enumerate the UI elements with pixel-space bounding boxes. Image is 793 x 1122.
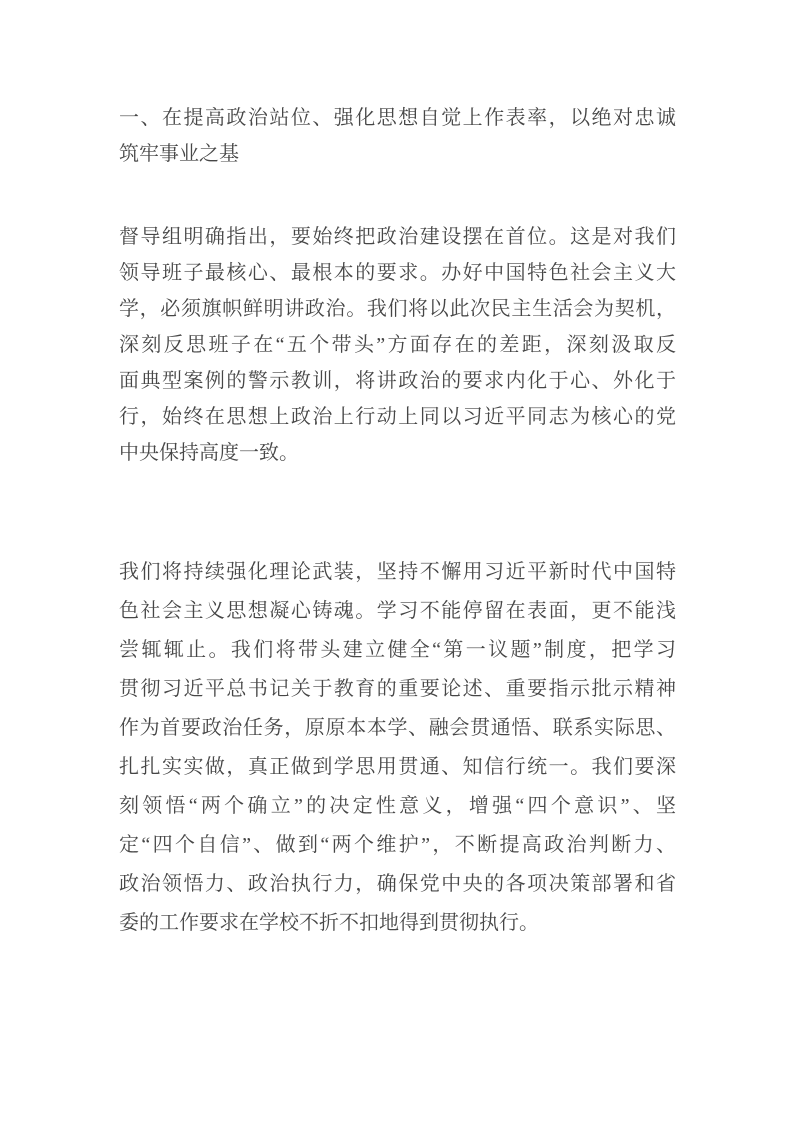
text-line: 刻领悟“两个确立”的决定性意义，增强“四个意识”、坚 <box>119 795 676 817</box>
text-line: 中央保持高度一致。 <box>119 442 299 464</box>
paragraph-1 <box>119 219 676 471</box>
text-line: 面典型案例的警示教训，将讲政治的要求内化于心、外化于 <box>119 370 676 392</box>
text-line: 我们将持续强化理论武装，坚持不懈用习近平新时代中国特 <box>119 561 676 583</box>
text-line: 督导组明确指出，要始终把政治建设摆在首位。这是对我们 <box>119 226 676 248</box>
text-line: 扎扎实实做，真正做到学思用贯通、知信行统一。我们要深 <box>119 756 676 778</box>
text-line: 定“四个自信”、做到“两个维护”，不断提高政治判断力、 <box>119 834 676 856</box>
text-line: 筑牢事业之基 <box>119 143 239 165</box>
text-line: 一、在提高政治站位、强化思想自觉上作表率，以绝对忠诚 <box>119 107 676 129</box>
text-line: 委的工作要求在学校不折不扣地得到贯彻执行。 <box>119 912 539 934</box>
text-line: 领导班子最核心、最根本的要求。办好中国特色社会主义大 <box>119 262 676 284</box>
text-line: 深刻反思班子在“五个带头”方面存在的差距，深刻汲取反 <box>119 334 676 356</box>
section-heading <box>119 100 676 172</box>
text-line: 贯彻习近平总书记关于教育的重要论述、重要指示批示精神 <box>119 678 676 700</box>
text-line: 行，始终在思想上政治上行动上同以习近平同志为核心的党 <box>119 406 676 428</box>
text-line: 政治领悟力、政治执行力，确保党中央的各项决策部署和省 <box>119 873 676 895</box>
text-line: 学，必须旗帜鲜明讲政治。我们将以此次民主生活会为契机， <box>119 298 676 320</box>
text-line: 尝辄辄止。我们将带头建立健全“第一议题”制度，把学习 <box>119 639 676 661</box>
text-line: 作为首要政治任务，原原本本学、融会贯通悟、联系实际思、 <box>119 717 676 739</box>
text-line: 色社会主义思想凝心铸魂。学习不能停留在表面，更不能浅 <box>119 600 676 622</box>
paragraph-2 <box>119 553 676 943</box>
